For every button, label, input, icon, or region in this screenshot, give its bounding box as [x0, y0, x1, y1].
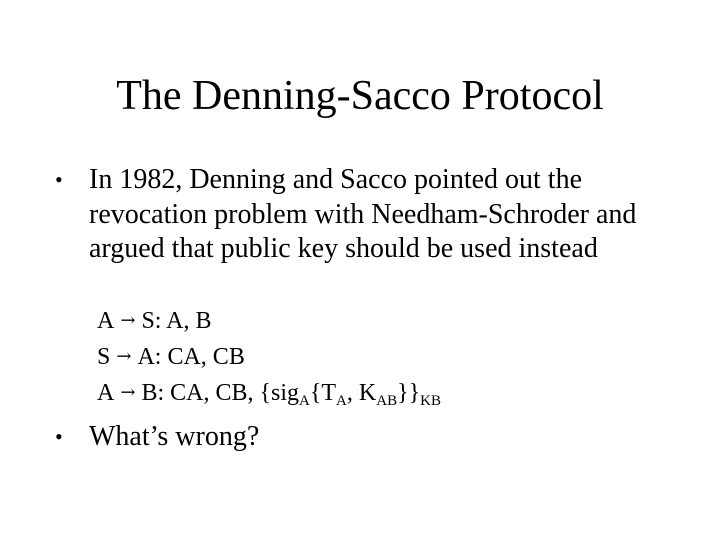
step-from: S [97, 344, 111, 370]
slide-title: The Denning-Sacco Protocol [116, 73, 604, 119]
bullet-text-whats-wrong: What’s wrong? [89, 421, 260, 452]
step-message-close: }} [397, 380, 421, 406]
step-to: S [141, 308, 155, 334]
bullet-text-denning-sacco: In 1982, Denning and Sacco pointed out the revocation problem with Needham-Schroder and argued that public key should be used instead [89, 164, 637, 264]
bullet-marker-2 [55, 420, 89, 456]
encryption-key-subscript: KB [420, 393, 441, 409]
step-message-prefix: : CA, CB, {sig [157, 380, 300, 406]
step-from: A [97, 380, 115, 406]
right-arrow-icon: → [116, 346, 132, 367]
right-arrow-icon: → [120, 310, 136, 331]
step-message: : A, B [154, 308, 212, 334]
bullet-marker-1 [55, 163, 89, 199]
step-message: : CA, CB [154, 344, 245, 370]
step-message-brace: {T [309, 380, 337, 406]
bullet-icon: • [55, 424, 63, 449]
protocol-step-2 [97, 342, 245, 372]
bullet-icon: • [55, 167, 63, 192]
protocol-step-1 [97, 306, 211, 336]
signature-subscript: A [299, 393, 310, 409]
protocol-step-3 [97, 378, 441, 408]
key-subscript: AB [376, 393, 398, 409]
step-from: A [97, 308, 115, 334]
right-arrow-icon: → [120, 382, 136, 403]
step-message-mid: , K [346, 380, 377, 406]
step-to: B [141, 380, 158, 406]
step-to: A [137, 344, 155, 370]
timestamp-subscript: A [336, 393, 347, 409]
